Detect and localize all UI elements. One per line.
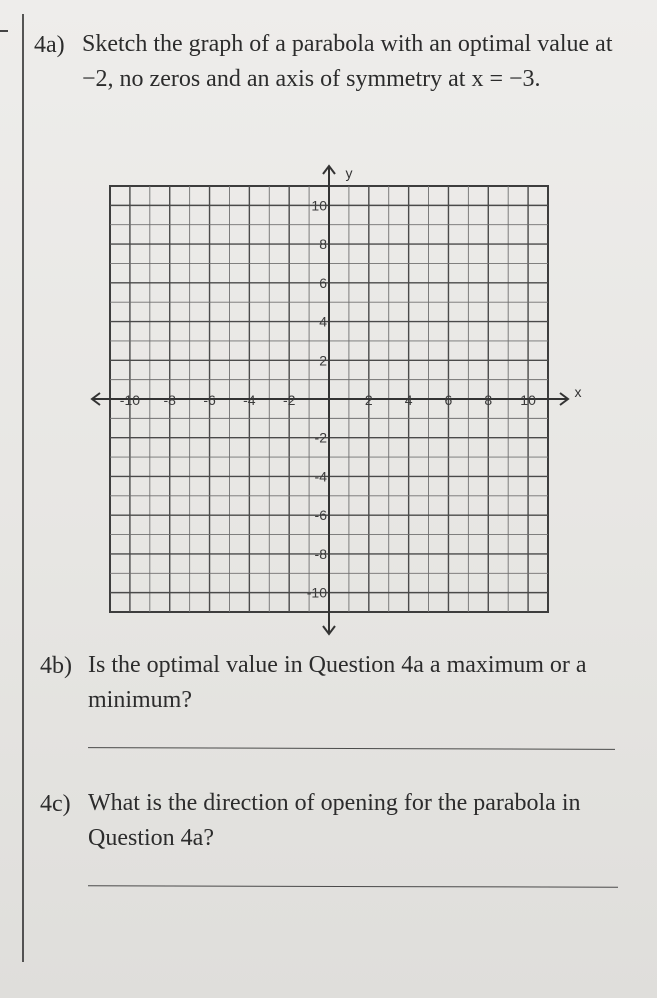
y-tick-label: -10 — [306, 584, 327, 601]
y-tick-label: 4 — [319, 313, 327, 330]
x-tick-label: -2 — [282, 392, 296, 408]
y-tick-label: 6 — [319, 274, 327, 291]
x-tick-label: 4 — [404, 392, 413, 408]
x-tick-label: 6 — [444, 392, 453, 408]
y-axis-label: y — [345, 165, 353, 181]
x-tick-label: 8 — [484, 392, 493, 408]
y-tick-label: -8 — [314, 545, 327, 562]
question-4b-label: 4b) — [40, 653, 72, 679]
question-4c-label: 4c) — [40, 791, 71, 817]
x-tick-label: -4 — [243, 392, 256, 408]
question-4b-text: Is the optimal value in Question 4a a maximum or a minimum? — [88, 652, 587, 713]
question-4a-label: 4a) — [34, 32, 65, 58]
y-tick-label: 2 — [319, 352, 327, 369]
question-4c-text: What is the direction of opening for the parabola in Question 4a? — [88, 790, 581, 851]
x-tick-label: 10 — [520, 392, 536, 408]
x-tick-label: 2 — [364, 392, 373, 408]
y-tick-label: -4 — [314, 468, 327, 485]
x-tick-label: -6 — [203, 392, 216, 408]
y-tick-label: -6 — [314, 507, 327, 524]
x-tick-label: -8 — [163, 392, 176, 408]
y-tick-label: -2 — [314, 429, 327, 446]
y-tick-label: 10 — [311, 197, 327, 214]
question-4a-text: Sketch the graph of a parabola with an optimal value at −2, no zeros and an axis of symmetry at x = −3. — [82, 31, 613, 92]
x-tick-label: -10 — [119, 392, 141, 408]
x-axis-label: x — [574, 384, 582, 400]
y-tick-label: 8 — [319, 236, 327, 253]
tick-labels — [120, 165, 582, 601]
